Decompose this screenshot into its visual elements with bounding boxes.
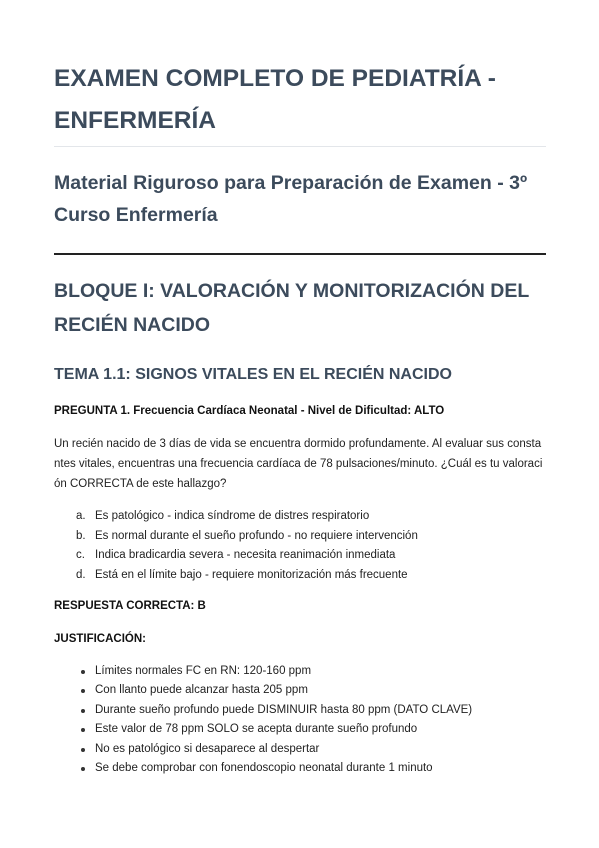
justification-heading: JUSTIFICACIÓN:: [54, 633, 146, 645]
bullet-icon: [81, 748, 85, 752]
option-a: [54, 507, 546, 527]
justification-item: Límites normales FC en RN: 120-160 ppm: [54, 662, 546, 681]
title-divider: [54, 146, 546, 147]
bullet-icon: [81, 728, 85, 732]
option-c: [54, 546, 546, 566]
answer-options: [54, 507, 546, 585]
correct-answer: RESPUESTA CORRECTA: B: [54, 600, 206, 612]
justification-item: Se debe comprobar con fonendoscopio neonatal durante 1 minuto: [54, 759, 546, 778]
option-marker: a.: [76, 510, 86, 522]
option-b: [54, 527, 546, 547]
bullet-icon: [81, 709, 85, 713]
document-subtitle: Material Riguroso para Preparación de Examen - 3º Curso Enfermería: [54, 172, 528, 226]
bullet-icon: [81, 767, 85, 771]
document-title: EXAMEN COMPLETO DE PEDIATRÍA - ENFERMERÍA: [54, 65, 496, 134]
bullet-icon: [81, 689, 85, 693]
option-text: Indica bradicardia severa - necesita reanimación inmediata: [95, 549, 396, 561]
section-divider: [54, 253, 546, 255]
question-text: Un recién nacido de 3 días de vida se encuentra dormido profundamente. Al evaluar sus constantes vitales, encuentras una frecuencia cardíaca de 78 pulsaciones/minuto. ¿Cuál es tu valoración CORRECTA de este hallazgo?: [54, 438, 543, 490]
justification-list: [54, 662, 546, 778]
justification-item: Con llanto puede alcanzar hasta 205 ppm: [54, 681, 546, 700]
bullet-icon: [81, 670, 85, 674]
option-text: Es normal durante el sueño profundo - no requiere intervención: [95, 529, 418, 542]
option-marker: c.: [76, 549, 85, 561]
option-d: [54, 566, 546, 586]
justification-item: Este valor de 78 ppm SOLO se acepta durante sueño profundo: [54, 720, 546, 739]
justification-item: No es patológico si desaparece al despertar: [54, 740, 546, 759]
option-marker: b.: [76, 529, 86, 542]
justification-item: Durante sueño profundo puede DISMINUIR hasta 80 ppm (DATO CLAVE): [54, 701, 546, 720]
option-marker: d.: [76, 568, 86, 581]
topic-heading: TEMA 1.1: SIGNOS VITALES EN EL RECIÉN NACIDO: [54, 366, 452, 383]
option-text: Es patológico - indica síndrome de distres respiratorio: [95, 510, 370, 522]
question-title: PREGUNTA 1. Frecuencia Cardíaca Neonatal - Nivel de Dificultad: ALTO: [54, 405, 445, 417]
block-heading: BLOQUE I: VALORACIÓN Y MONITORIZACIÓN DEL RECIÉN NACIDO: [54, 280, 529, 336]
option-text: Está en el límite bajo - requiere monitorización más frecuente: [95, 568, 408, 581]
